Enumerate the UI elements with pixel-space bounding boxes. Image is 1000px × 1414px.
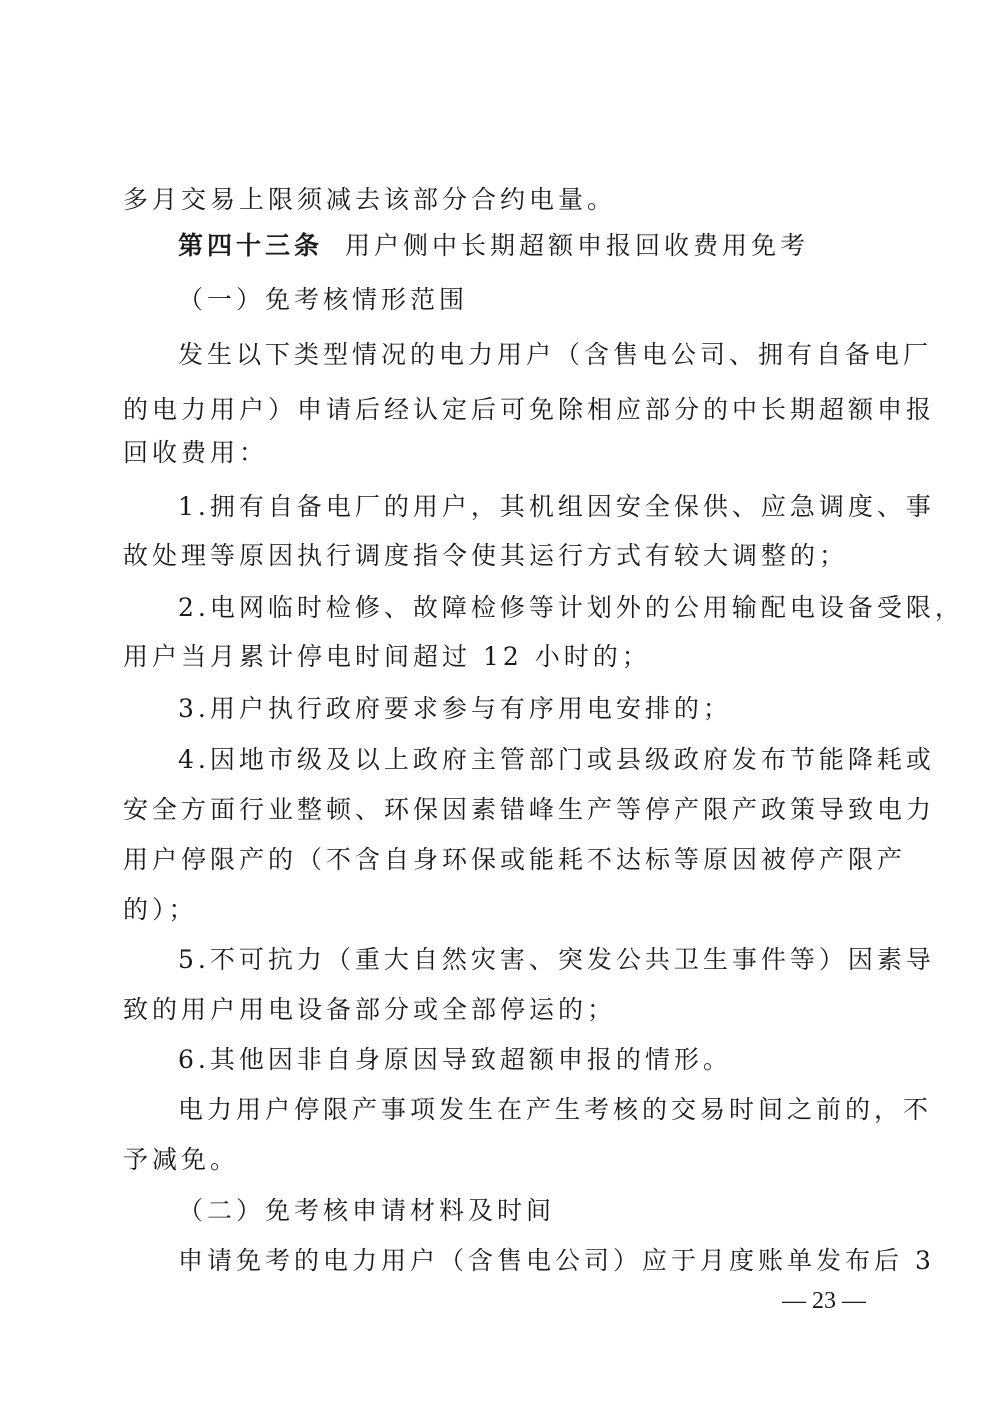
list-item: 2.电网临时检修、故障检修等计划外的公用输配电设备受限， — [178, 593, 964, 622]
list-item: 6.其他因非自身原因导致超额申报的情形。 — [178, 1045, 732, 1074]
paragraph-line: 发生以下类型情况的电力用户（含售电公司、拥有自备电厂 — [178, 340, 933, 369]
article-number: 第四十三条 — [178, 231, 324, 260]
paragraph-line: 电力用户停限产事项发生在产生考核的交易时间之前的，不 — [178, 1095, 933, 1124]
list-item: 3.用户执行政府要求参与有序用电安排的； — [178, 694, 732, 723]
paragraph-line: 用户停限产的（不含自身环保或能耗不达标等原因被停产限产 — [123, 845, 907, 874]
paragraph-line: 多月交易上限须减去该部分合约电量。 — [123, 185, 617, 214]
paragraph-line: 致的用户用电设备部分或全部停运的； — [123, 995, 617, 1024]
paragraph-line: 予减免。 — [123, 1145, 240, 1174]
paragraph-line: 故处理等原因执行调度指令使其运行方式有较大调整的； — [123, 541, 849, 570]
paragraph-line: 申请免考的电力用户（含售电公司）应于月度账单发布后 3 — [178, 1246, 935, 1275]
list-item: 5.不可抗力（重大自然灾害、突发公共卫生事件等）因素导 — [178, 945, 935, 974]
paragraph-line: 用户当月累计停电时间超过 12 小时的； — [123, 642, 651, 671]
article-heading — [178, 226, 809, 266]
article-title: 用户侧中长期超额申报回收费用免考 — [345, 231, 810, 260]
list-item: 1.拥有自备电厂的用户，其机组因安全保供、应急调度、事 — [178, 492, 935, 521]
paragraph-line: 的电力用户）申请后经认定后可免除相应部分的中长期超额申报 — [123, 395, 936, 424]
paragraph-line: 回收费用： — [123, 438, 269, 467]
paragraph-line: 的）； — [123, 895, 198, 924]
section-heading: （二）免考核申请材料及时间 — [178, 1196, 556, 1225]
page-number: — 23 — — [782, 1288, 866, 1314]
list-item: 4.因地市级及以上政府主管部门或县级政府发布节能降耗或 — [178, 745, 935, 774]
paragraph-line: 安全方面行业整顿、环保因素错峰生产等停产限产政策导致电力 — [123, 795, 936, 824]
section-heading: （一）免考核情形范围 — [178, 285, 469, 314]
